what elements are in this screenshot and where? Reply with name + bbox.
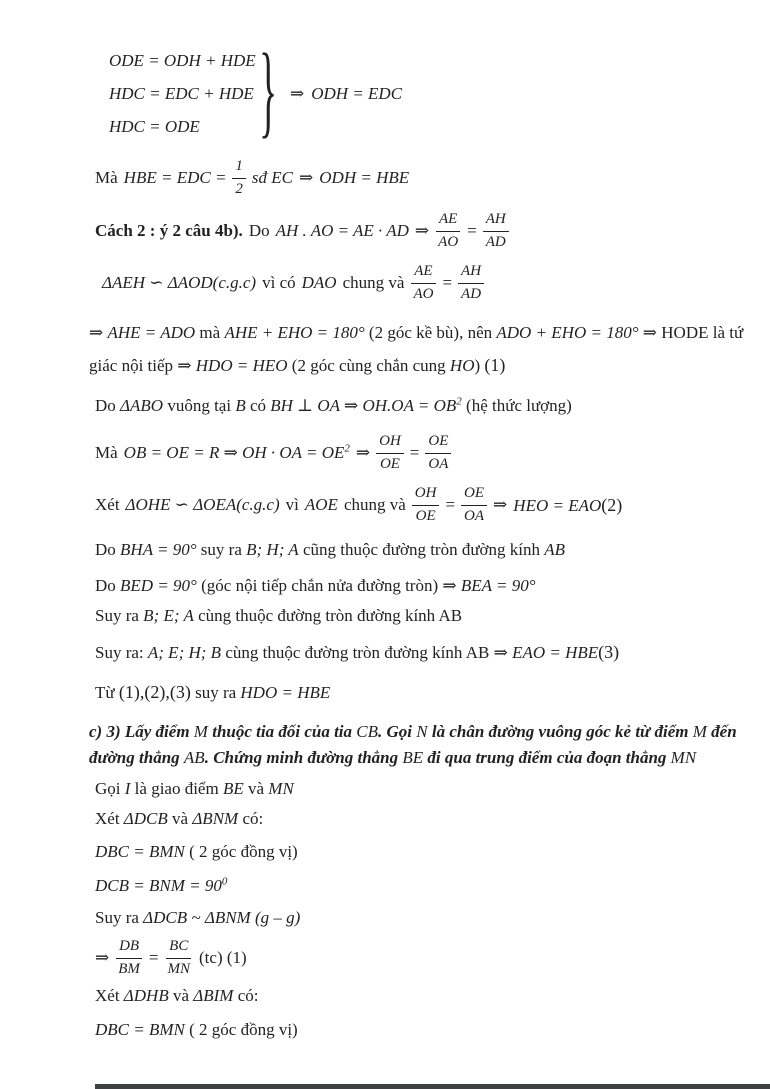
text-suy-ra: Suy ra (95, 606, 139, 625)
line-dbc-bmn-2 (95, 1018, 748, 1042)
part-c-heading (89, 719, 762, 771)
text-circle-diameter: cùng thuộc đường tròn đường kính AB (225, 643, 490, 662)
math-ado-eho: ADO + EHO = 180° (496, 323, 639, 342)
math-be: BE (222, 779, 244, 798)
line-ma-hbe (95, 157, 748, 199)
math-dao: DAO (301, 273, 337, 292)
text-giao-diem: là giao điểm (134, 779, 219, 798)
text-cyclic: là tứ giác nội tiếp (89, 323, 744, 375)
word-xet: Xét (95, 495, 120, 514)
reference-3: (3) (598, 642, 620, 662)
fraction-numerator: AE (436, 210, 460, 232)
text-suy-ra: suy ra (200, 540, 242, 559)
word-ma: Mà (95, 443, 118, 462)
angle-equation-system (109, 35, 748, 149)
fraction-numerator: AH (458, 262, 484, 284)
reference-1: (1) (484, 355, 506, 375)
text-tc-1: (tc) (1) (199, 948, 247, 967)
text-va: và (172, 809, 189, 828)
implies-arrow: ⇒ (355, 443, 371, 462)
text-vuong-tai: vuông tại (167, 396, 232, 415)
heading-text: . Chứng minh đường thẳng (204, 748, 399, 767)
implies-arrow: ⇒ (442, 576, 457, 595)
superscript-0: 0 (221, 875, 228, 888)
math-hdo-heo: HDO = HEO (195, 356, 288, 375)
line-dbc-bmn-1 (95, 840, 748, 864)
fraction-denominator: AO (413, 285, 434, 302)
math-be: BE (402, 748, 424, 767)
word-do: Do (95, 540, 116, 559)
fraction-numerator: OE (461, 484, 487, 506)
implies-arrow: ⇒ (414, 221, 430, 240)
line-aehb (95, 640, 748, 665)
superscript-2: 2 (456, 395, 462, 408)
word-tu: Từ (95, 683, 115, 702)
math-triangle-bim: ΔBIM (193, 986, 234, 1005)
implies-arrow: ⇒ (177, 356, 192, 375)
text-suy-ra: Suy ra: (95, 643, 144, 662)
text-vi: vì (285, 495, 299, 514)
math-i: I (124, 779, 131, 798)
math-triangle-dcb: ΔDCB (123, 809, 168, 828)
equals-sign: = (467, 221, 477, 240)
fraction-ae-ao (435, 210, 461, 252)
math-mn: MN (268, 779, 294, 798)
line-ob-oe (95, 432, 748, 474)
implies-arrow: ⇒ (89, 323, 104, 342)
implies-arrow: ⇒ (95, 948, 110, 967)
implies-arrow: ⇒ (493, 495, 508, 514)
fraction-numerator: 1 (232, 157, 246, 179)
math-n: N (416, 722, 428, 741)
math-cb: CB (356, 722, 378, 741)
line-dcb-90 (95, 874, 748, 898)
text-suy-ra: Suy ra (95, 908, 139, 927)
math-ab: AB (544, 540, 566, 559)
fraction-one-half (232, 157, 246, 199)
math-bh-oa: BH ⊥ OA ⇒ $OH.OA = OB^2$ (270, 395, 462, 415)
word-xet: Xét (95, 809, 120, 828)
math-heo-eao: HEO = EAO(2) (513, 494, 623, 515)
fraction-denominator: OE (415, 507, 436, 524)
fraction-oh-oe (376, 432, 404, 474)
implies-arrow: ⇒ (299, 168, 314, 187)
fraction-numerator: OE (425, 432, 451, 454)
math-ahe-eho: AHE + EHO = 180° (224, 323, 365, 342)
math-ho: HO (449, 356, 475, 375)
heading-text: đến đường thẳng (89, 722, 737, 767)
text-inscribed-angle: (góc nội tiếp chắn nửa đường tròn) (201, 576, 439, 595)
fraction-ah-ad (458, 262, 484, 304)
math-g-g: (g – g) (254, 908, 301, 927)
line-bed (95, 574, 748, 598)
fraction-denominator: MN (167, 960, 191, 977)
implies-arrow: ⇒ (289, 83, 305, 103)
heading-text: là chân đường vuông góc kẻ từ điểm (431, 722, 689, 741)
paragraph-hode (89, 316, 762, 382)
word-xet: Xét (95, 986, 120, 1005)
math-dbc-bmn: DBC = BMN (95, 1020, 185, 1039)
word-ma: Mà (95, 168, 118, 187)
text-circle-diameter: cùng thuộc đường tròn đường kính AB (198, 606, 463, 625)
fraction-numerator: AH (483, 210, 509, 232)
fraction-oe-oa (425, 432, 451, 474)
fraction-denominator: AO (438, 233, 459, 250)
word-do: Do (95, 396, 116, 415)
fraction-oh-oe (412, 484, 440, 526)
math-ah-ao: AH . AO = AE · AD (275, 221, 409, 240)
math-points-bha: B; H; A (246, 540, 299, 559)
math-triangle-bnm: ΔBNM (192, 809, 239, 828)
equation-ode: ODE = ODH + HDE (109, 51, 256, 70)
fraction-db-bm (115, 937, 143, 979)
math-m: M (692, 722, 707, 741)
math-odh-hbe: ODH = HBE (319, 168, 410, 187)
text-ke-bu: (2 góc kề bù), nên (368, 323, 493, 342)
fraction-ae-ao (410, 262, 436, 304)
references-123: (1),(2),(3) (118, 682, 191, 702)
fraction-numerator: OH (412, 484, 440, 506)
heading-text: c) 3) Lấy điểm (89, 722, 190, 741)
fraction-denominator: OA (428, 455, 449, 472)
math-sd-ec: sđ EC (251, 168, 294, 187)
fraction-ah-ad (483, 210, 509, 252)
equation-hdc-ode: HDC = ODE (109, 117, 200, 136)
word-do: Do (95, 576, 116, 595)
equation-hdc-edc: HDC = EDC + HDE (109, 84, 254, 103)
math-eao-hbe: EAO = HBE(3) (512, 642, 620, 662)
text-va: và (247, 779, 265, 798)
math-similarity: ΔDCB ~ ΔBNM (143, 908, 251, 927)
implies-arrow: ⇒ (642, 323, 658, 342)
fraction-denominator: BM (118, 960, 140, 977)
math-bea-90: BEA = 90° (460, 576, 536, 595)
math-triangle-dhb: ΔDHB (123, 986, 169, 1005)
fraction-denominator: AD (461, 285, 482, 302)
page-bottom-edge (95, 1084, 770, 1089)
heading-text: thuộc tia đối của tia (212, 722, 353, 741)
text-vi-co: vì có (262, 273, 296, 292)
text-close-paren: ) (474, 356, 481, 375)
text-dong-vi: ( 2 góc đồng vị) (189, 1020, 298, 1039)
text-co: có: (242, 809, 264, 828)
text-co: có: (237, 986, 259, 1005)
reference-2: (2) (601, 494, 623, 515)
math-bha-90: BHA = 90° (120, 540, 197, 559)
system-equations (109, 44, 256, 143)
text-chung-va: chung và (342, 273, 405, 292)
math-ob-oe-r: OB = OE = R ⇒ OH · OA = $OE^2$ (123, 442, 350, 462)
text-hode: HODE (661, 323, 709, 342)
math-triangle-similarity: ΔAEH ∽ ΔAOD(c.g.c) (102, 273, 257, 292)
fraction-denominator: 2 (235, 180, 243, 197)
equals-sign: = (409, 443, 420, 462)
right-brace: } (258, 35, 277, 149)
line-bha (95, 538, 748, 562)
text-dong-vi: ( 2 góc đồng vị) (189, 842, 298, 861)
math-points-aehb: A; E; H; B (147, 643, 222, 662)
line-abo (95, 394, 748, 418)
math-aoe: AOE (304, 495, 338, 514)
fraction-oe-oa (461, 484, 487, 526)
text-circle-diameter: cũng thuộc đường tròn đường kính (302, 540, 541, 559)
line-ohe-oea (95, 484, 748, 526)
fraction-numerator: BC (166, 937, 191, 959)
text-cung-chan: (2 góc cùng chắn cung (291, 356, 446, 375)
fraction-denominator: AD (485, 233, 506, 250)
text-chung-va: chung và (343, 495, 406, 514)
text-ma: mà (199, 323, 221, 342)
fraction-numerator: DB (116, 937, 142, 959)
heading-text: . Gọi (378, 722, 412, 741)
line-xet-dhb (95, 984, 748, 1008)
math-mn: MN (670, 748, 697, 767)
superscript-2: 2 (344, 442, 350, 455)
math-m: M (193, 722, 208, 741)
math-triangle-similarity: ΔOHE ∽ ΔOEA(c.g.c) (125, 495, 280, 514)
text-he-thuc-luong: (hệ thức lượng) (466, 396, 572, 415)
line-cach2 (95, 210, 748, 252)
fraction-denominator: OE (379, 455, 400, 472)
system-conclusion (290, 84, 402, 104)
implies-arrow: ⇒ (493, 643, 508, 662)
line-bea (95, 604, 748, 628)
math-dbc-bmn: DBC = BMN (95, 842, 185, 861)
line-goi-i (95, 777, 748, 801)
fraction-bc-mn (165, 937, 194, 979)
line-tu (95, 678, 748, 707)
math-hdo-hbe: HDO = HBE (240, 683, 331, 702)
line-similar (95, 906, 748, 930)
math-b: B (235, 396, 246, 415)
math-hbe-edc: HBE = EDC = (123, 168, 227, 187)
equals-sign: = (148, 948, 159, 967)
line-ratio (95, 937, 748, 979)
fraction-denominator: OA (464, 507, 485, 524)
text-co: có (249, 396, 266, 415)
heading-text: đi qua trung điểm của đoạn thẳng (427, 748, 667, 767)
conclusion-equation: ODH = EDC (311, 83, 403, 103)
word-do: Do (248, 221, 270, 240)
math-ab: AB (183, 748, 205, 767)
math-points-bea: B; E; A (143, 606, 194, 625)
word-goi: Gọi (95, 779, 121, 798)
line-xet-dcb (95, 807, 748, 831)
text-va: và (172, 986, 190, 1005)
math-ahe-ado: AHE = ADO (107, 323, 196, 342)
math-dcb-bnm-90: DCB = BNM = $90^0$ (95, 875, 228, 895)
math-bed-90: BED = 90° (120, 576, 197, 595)
fraction-numerator: OH (376, 432, 404, 454)
equals-sign: = (442, 273, 453, 292)
text-suy-ra: suy ra (195, 683, 237, 702)
line-aeh-aod (102, 262, 748, 304)
fraction-numerator: AE (411, 262, 435, 284)
equals-sign: = (445, 495, 456, 514)
math-triangle-abo: ΔABO (120, 396, 164, 415)
cach2-heading: Cách 2 : ý 2 câu 4b). (95, 221, 243, 240)
